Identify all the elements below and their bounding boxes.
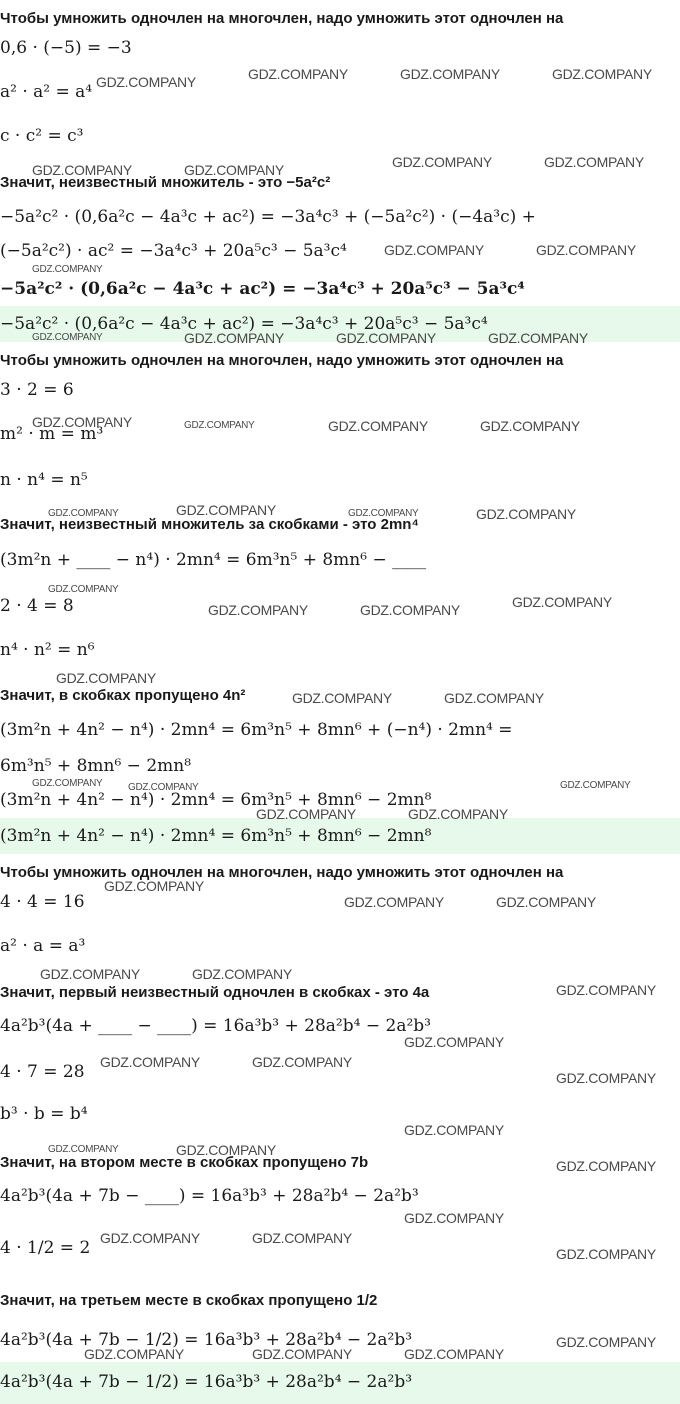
math-line: 0,6 · (−5) = −3 [0,38,132,58]
watermark: GDZ.COMPANY [344,894,444,910]
conclusion-text: Значит, в скобках пропущено 4n² [0,687,246,704]
math-line: 4a²b³(4a + 7b − ____) = 16a³b³ + 28a²b⁴ − 2a²b³ [0,1186,419,1206]
watermark: GDZ.COMPANY [104,878,204,894]
watermark: GDZ.COMPANY [336,330,436,346]
math-line: (3m²n + 4n² − n⁴) · 2mn⁴ = 6m³n⁵ + 8mn⁶ + (−n⁴) · 2mn⁴ = [0,720,513,740]
math-line: n · n⁴ = n⁵ [0,470,88,490]
math-line: b³ · b = b⁴ [0,1104,88,1124]
watermark: GDZ.COMPANY [556,1158,656,1174]
watermark: GDZ.COMPANY [128,782,199,793]
watermark: GDZ.COMPANY [248,66,348,82]
math-line: 4 · 1/2 = 2 [0,1238,91,1258]
watermark: GDZ.COMPANY [384,242,484,258]
watermark: GDZ.COMPANY [404,1210,504,1226]
rule-text: Чтобы умножить одночлен на многочлен, надо умножить этот одночлен на [0,10,564,27]
watermark: GDZ.COMPANY [208,602,308,618]
math-line: 4 · 7 = 28 [0,1062,85,1082]
watermark: GDZ.COMPANY [96,74,196,90]
math-line: c · c² = c³ [0,126,84,146]
watermark: GDZ.COMPANY [184,420,255,431]
math-line: 4a²b³(4a + 7b − 1/2) = 16a³b³ + 28a²b⁴ − 2a²b³ [0,1330,413,1350]
watermark: GDZ.COMPANY [556,982,656,998]
math-line: (−5a²c²) · ac² = −3a⁴c³ + 20a⁵c³ − 5a³c⁴ [0,241,347,261]
conclusion-text: Значит, неизвестный множитель за скобками - это 2mn⁴ [0,516,419,533]
watermark: GDZ.COMPANY [328,418,428,434]
math-line: a² · a = a³ [0,936,86,956]
watermark: GDZ.COMPANY [32,264,103,275]
math-line: a² · a² = a⁴ [0,82,93,102]
watermark: GDZ.COMPANY [56,670,156,686]
watermark: GDZ.COMPANY [536,242,636,258]
watermark: GDZ.COMPANY [40,966,140,982]
watermark: GDZ.COMPANY [400,66,500,82]
watermark: GDZ.COMPANY [32,162,132,178]
watermark: GDZ.COMPANY [444,690,544,706]
watermark: GDZ.COMPANY [404,1122,504,1138]
math-line: (3m²n + ____ − n⁴) · 2mn⁴ = 6m³n⁵ + 8mn⁶ − ____ [0,550,427,570]
rule-text: Чтобы умножить одночлен на многочлен, надо умножить этот одночлен на [0,352,564,369]
conclusion-text: Значит, неизвестный множитель - это −5a²c² [0,174,331,191]
watermark: GDZ.COMPANY [556,1334,656,1350]
watermark: GDZ.COMPANY [512,594,612,610]
watermark: GDZ.COMPANY [560,780,631,791]
conclusion-text: Значит, на третьем месте в скобках пропущено 1/2 [0,1292,378,1309]
watermark: GDZ.COMPANY [392,154,492,170]
watermark: GDZ.COMPANY [496,894,596,910]
watermark: GDZ.COMPANY [252,1346,352,1362]
answer-line: (3m²n + 4n² − n⁴) · 2mn⁴ = 6m³n⁵ + 8mn⁶ − 2mn⁸ [0,826,432,846]
math-line: 2 · 4 = 8 [0,596,74,616]
watermark: GDZ.COMPANY [252,1230,352,1246]
answer-line: −5a²c² · (0,6a²c − 4a³c + ac²) = −3a⁴c³ + 20a⁵c³ − 5a³c⁴ [0,314,488,334]
math-line: 4 · 4 = 16 [0,892,85,912]
watermark: GDZ.COMPANY [544,154,644,170]
watermark: GDZ.COMPANY [192,966,292,982]
math-line: 3 · 2 = 6 [0,380,74,400]
watermark: GDZ.COMPANY [552,66,652,82]
watermark: GDZ.COMPANY [184,330,284,346]
watermark: GDZ.COMPANY [100,1054,200,1070]
watermark: GDZ.COMPANY [176,1142,276,1158]
watermark: GDZ.COMPANY [480,418,580,434]
math-line: m² · m = m³ [0,424,104,444]
watermark: GDZ.COMPANY [48,1144,119,1155]
math-line: 6m³n⁵ + 8mn⁶ − 2mn⁸ [0,756,192,776]
watermark: GDZ.COMPANY [184,162,284,178]
conclusion-text: Значит, первый неизвестный одночлен в скобках - это 4a [0,984,430,1001]
watermark: GDZ.COMPANY [404,1034,504,1050]
math-line: 4a²b³(4a + ____ − ____) = 16a³b³ + 28a²b⁴ − 2a²b³ [0,1016,431,1036]
watermark: GDZ.COMPANY [292,690,392,706]
answer-line: 4a²b³(4a + 7b − 1/2) = 16a³b³ + 28a²b⁴ − 2a²b³ [0,1372,413,1392]
watermark: GDZ.COMPANY [48,508,119,519]
watermark: GDZ.COMPANY [32,778,103,789]
watermark: GDZ.COMPANY [488,330,588,346]
watermark: GDZ.COMPANY [404,1346,504,1362]
watermark: GDZ.COMPANY [476,506,576,522]
watermark: GDZ.COMPANY [252,1054,352,1070]
watermark: GDZ.COMPANY [176,502,276,518]
watermark: GDZ.COMPANY [348,508,419,519]
rule-text: Чтобы умножить одночлен на многочлен, надо умножить этот одночлен на [0,864,564,881]
conclusion-text: Значит, на втором месте в скобках пропущено 7b [0,1154,369,1171]
math-line: −5a²c² · (0,6a²c − 4a³c + ac²) = −3a⁴c³ + (−5a²c²) · (−4a³c) + [0,207,536,227]
math-line: (3m²n + 4n² − n⁴) · 2mn⁴ = 6m³n⁵ + 8mn⁶ − 2mn⁸ [0,790,432,810]
watermark: GDZ.COMPANY [256,806,356,822]
watermark: GDZ.COMPANY [32,332,103,343]
math-line: n⁴ · n² = n⁶ [0,640,95,660]
watermark: GDZ.COMPANY [84,1346,184,1362]
watermark: GDZ.COMPANY [100,1230,200,1246]
watermark: GDZ.COMPANY [360,602,460,618]
watermark: GDZ.COMPANY [556,1070,656,1086]
watermark: GDZ.COMPANY [556,1246,656,1262]
math-line: −5a²c² · (0,6a²c − 4a³c + ac²) = −3a⁴c³ + 20a⁵c³ − 5a³c⁴ [0,279,525,299]
watermark: GDZ.COMPANY [48,584,119,595]
watermark: GDZ.COMPANY [408,806,508,822]
watermark: GDZ.COMPANY [32,414,132,430]
